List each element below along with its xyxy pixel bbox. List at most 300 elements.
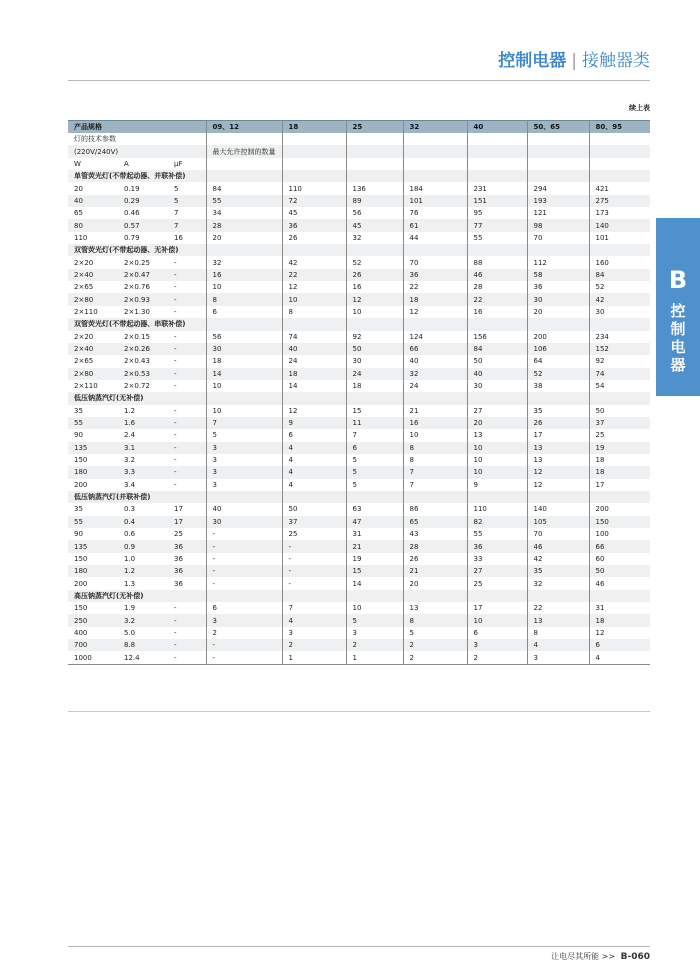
table-cell: 10 <box>346 306 403 318</box>
table-row <box>68 343 650 355</box>
table-cell: 18 <box>589 614 650 626</box>
table-cell: 7 <box>206 417 282 429</box>
table-cell: 2×20 <box>68 256 118 268</box>
table-cell: 150 <box>68 553 118 565</box>
table-cell: 1.3 <box>118 577 168 589</box>
table-cell: 4 <box>282 466 346 478</box>
table-cell: 8.8 <box>118 639 168 651</box>
table-cell: 7 <box>403 466 467 478</box>
table-cell: 2 <box>346 639 403 651</box>
blank-cell <box>467 145 527 157</box>
blank-cell <box>467 133 527 145</box>
table-cell: - <box>168 331 206 343</box>
table-cell: 36 <box>403 269 467 281</box>
table-cell: 2×65 <box>68 355 118 367</box>
table-cell: 24 <box>346 368 403 380</box>
blank-cell <box>403 318 467 330</box>
table-cell: 160 <box>589 256 650 268</box>
table-row <box>68 269 650 281</box>
table-cell: 52 <box>589 281 650 293</box>
table-cell: 70 <box>527 232 589 244</box>
table-cell: 3 <box>346 627 403 639</box>
table-cell: 16 <box>206 269 282 281</box>
blank-cell <box>206 590 282 602</box>
blank-cell <box>346 133 403 145</box>
table-cell: 58 <box>527 269 589 281</box>
table-cell: 2×0.93 <box>118 293 168 305</box>
table-cell: 200 <box>527 331 589 343</box>
table-cell: 63 <box>346 503 403 515</box>
table-cell: 2×40 <box>68 343 118 355</box>
table-cell: 64 <box>527 355 589 367</box>
table-cell: 56 <box>206 331 282 343</box>
table-cell: - <box>168 293 206 305</box>
table-cell: 0.4 <box>118 516 168 528</box>
footer-arrows: >> <box>601 952 616 961</box>
table-cell: 2×0.43 <box>118 355 168 367</box>
voltage-label: (220V/240V) <box>68 145 206 157</box>
table-cell: 90 <box>68 528 118 540</box>
table-cell: 200 <box>68 577 118 589</box>
table-cell: 10 <box>403 429 467 441</box>
section-title-row <box>68 392 650 404</box>
table-cell: - <box>168 627 206 639</box>
table-cell: 20 <box>403 577 467 589</box>
table-cell: 275 <box>589 195 650 207</box>
table-cell: 22 <box>403 281 467 293</box>
footer-slogan: 让电尽其所能 <box>551 952 600 961</box>
table-cell: 20 <box>467 417 527 429</box>
table-cell: 52 <box>346 256 403 268</box>
table-cell: 3 <box>206 479 282 491</box>
table-cell: 5.0 <box>118 627 168 639</box>
table-cell: 32 <box>206 256 282 268</box>
table-cell: 31 <box>346 528 403 540</box>
chapter-side-tab[interactable] <box>656 218 700 396</box>
table-cell: 26 <box>346 269 403 281</box>
table-row <box>68 627 650 639</box>
blank-cell <box>403 170 467 182</box>
table-cell: 4 <box>282 479 346 491</box>
table-cell: 250 <box>68 614 118 626</box>
blank-cell <box>467 491 527 503</box>
table-cell: 0.79 <box>118 232 168 244</box>
table-cell: 18 <box>206 355 282 367</box>
blank-cell <box>589 133 650 145</box>
section-title-row <box>68 318 650 330</box>
table-cell: 20 <box>206 232 282 244</box>
table-cell: 14 <box>346 577 403 589</box>
table-cell: 38 <box>527 380 589 392</box>
table-cell: 90 <box>68 429 118 441</box>
section-title-row <box>68 170 650 182</box>
table-cell: 421 <box>589 182 650 194</box>
blank-cell <box>346 158 403 170</box>
table-cell: 151 <box>467 195 527 207</box>
tech-params-row <box>68 133 650 145</box>
table-cell: - <box>282 553 346 565</box>
blank-cell <box>282 244 346 256</box>
section-title-row <box>68 491 650 503</box>
blank-cell <box>282 491 346 503</box>
table-cell: 22 <box>282 269 346 281</box>
footer-divider <box>68 946 650 947</box>
table-cell: - <box>168 651 206 664</box>
table-row <box>68 380 650 392</box>
table-row <box>68 256 650 268</box>
table-row <box>68 565 650 577</box>
table-cell: 1.0 <box>118 553 168 565</box>
table-row <box>68 429 650 441</box>
table-cell: 66 <box>589 540 650 552</box>
table-cell: 22 <box>467 293 527 305</box>
table-cell: 11 <box>346 417 403 429</box>
table-row <box>68 232 650 244</box>
table-cell: 8 <box>403 454 467 466</box>
table-cell: 8 <box>403 442 467 454</box>
table-row <box>68 219 650 231</box>
table-cell: - <box>282 540 346 552</box>
blank-cell <box>206 244 282 256</box>
table-cell: 84 <box>467 343 527 355</box>
table-cell: - <box>168 417 206 429</box>
table-cell: 18 <box>403 293 467 305</box>
table-cell: 2×0.26 <box>118 343 168 355</box>
table-cell: 3 <box>206 614 282 626</box>
table-cell: 32 <box>346 232 403 244</box>
table-row <box>68 577 650 589</box>
table-row <box>68 331 650 343</box>
table-row <box>68 306 650 318</box>
table-cell: 1 <box>346 651 403 664</box>
table-cell: 30 <box>206 343 282 355</box>
blank-cell <box>467 318 527 330</box>
table-cell: 2×20 <box>68 331 118 343</box>
table-cell: 82 <box>467 516 527 528</box>
table-cell: - <box>168 256 206 268</box>
table-cell: 36 <box>467 540 527 552</box>
table-cell: - <box>168 355 206 367</box>
table-cell: 101 <box>589 232 650 244</box>
blank-cell <box>346 590 403 602</box>
table-cell: 12 <box>589 627 650 639</box>
table-cell: 17 <box>589 479 650 491</box>
table-cell: 37 <box>282 516 346 528</box>
table-cell: 47 <box>346 516 403 528</box>
table-cell: 12 <box>346 293 403 305</box>
table-cell: 5 <box>346 614 403 626</box>
table-cell: 5 <box>346 479 403 491</box>
table-cell: 60 <box>589 553 650 565</box>
table-bottom-rule <box>68 711 650 712</box>
table-cell: 2×0.72 <box>118 380 168 392</box>
unit-label: W <box>68 158 118 170</box>
table-cell: 152 <box>589 343 650 355</box>
table-cell: 8 <box>527 627 589 639</box>
table-cell: 46 <box>467 269 527 281</box>
table-cell: 45 <box>282 207 346 219</box>
table-cell: 76 <box>403 207 467 219</box>
blank-cell <box>467 392 527 404</box>
blank-cell <box>589 244 650 256</box>
table-row <box>68 516 650 528</box>
table-row <box>68 417 650 429</box>
blank-cell <box>527 392 589 404</box>
table-cell: - <box>206 553 282 565</box>
table-cell: 5 <box>346 454 403 466</box>
table-cell: 36 <box>168 565 206 577</box>
blank-cell <box>527 244 589 256</box>
table-cell: 21 <box>403 405 467 417</box>
table-cell: 26 <box>282 232 346 244</box>
table-cell: 55 <box>206 195 282 207</box>
table-cell: 2×0.76 <box>118 281 168 293</box>
table-row <box>68 355 650 367</box>
unit-label: μF <box>168 158 206 170</box>
blank-cell <box>589 170 650 182</box>
table-cell: 36 <box>282 219 346 231</box>
blank-cell <box>206 133 282 145</box>
blank-cell <box>282 392 346 404</box>
blank-cell <box>346 392 403 404</box>
blank-cell <box>346 318 403 330</box>
table-cell: 12 <box>527 479 589 491</box>
table-cell: 140 <box>527 503 589 515</box>
table-cell: 70 <box>527 528 589 540</box>
table-cell: 14 <box>282 380 346 392</box>
table-cell: 50 <box>589 405 650 417</box>
table-cell: 19 <box>346 553 403 565</box>
table-cell: 2×1.30 <box>118 306 168 318</box>
table-cell: 5 <box>206 429 282 441</box>
table-cell: 3.1 <box>118 442 168 454</box>
table-cell: 10 <box>206 405 282 417</box>
table-cell: 30 <box>527 293 589 305</box>
table-cell: 13 <box>527 614 589 626</box>
table-cell: - <box>168 368 206 380</box>
blank-cell <box>282 158 346 170</box>
table-cell: 89 <box>346 195 403 207</box>
table-row <box>68 207 650 219</box>
table-cell: 4 <box>589 651 650 664</box>
table-cell: 100 <box>589 528 650 540</box>
table-row <box>68 466 650 478</box>
table-row <box>68 528 650 540</box>
table-cell: 40 <box>282 343 346 355</box>
blank-cell <box>527 590 589 602</box>
table-cell: 28 <box>206 219 282 231</box>
table-cell: 46 <box>589 577 650 589</box>
table-row <box>68 553 650 565</box>
table-cell: 400 <box>68 627 118 639</box>
table-cell: 105 <box>527 516 589 528</box>
table-cell: 55 <box>68 417 118 429</box>
chapter-char: 控 <box>670 302 686 320</box>
table-row <box>68 651 650 664</box>
table-cell: 3 <box>206 466 282 478</box>
table-cell: 16 <box>403 417 467 429</box>
table-cell: 1 <box>282 651 346 664</box>
table-cell: 7 <box>403 479 467 491</box>
table-cell: 1.6 <box>118 417 168 429</box>
table-cell: 4 <box>282 454 346 466</box>
title-separator: | <box>571 51 577 71</box>
table-cell: 45 <box>346 219 403 231</box>
table-cell: 112 <box>527 256 589 268</box>
table-cell: 150 <box>68 454 118 466</box>
blank-cell <box>282 145 346 157</box>
table-cell: 50 <box>346 343 403 355</box>
table-cell: - <box>206 540 282 552</box>
table-cell: 27 <box>467 565 527 577</box>
blank-cell <box>403 145 467 157</box>
column-header-size: 50、65 <box>527 121 589 134</box>
table-cell: 31 <box>589 602 650 614</box>
blank-cell <box>527 133 589 145</box>
table-cell: 173 <box>589 207 650 219</box>
table-cell: 28 <box>467 281 527 293</box>
blank-cell <box>282 133 346 145</box>
table-cell: 12 <box>282 405 346 417</box>
unit-label: A <box>118 158 168 170</box>
table-cell: 0.6 <box>118 528 168 540</box>
blank-cell <box>467 244 527 256</box>
table-cell: 44 <box>403 232 467 244</box>
table-cell: 2×40 <box>68 269 118 281</box>
table-row <box>68 368 650 380</box>
table-cell: 17 <box>467 602 527 614</box>
table-cell: - <box>168 639 206 651</box>
table-cell: 26 <box>527 417 589 429</box>
table-cell: - <box>168 405 206 417</box>
table-cell: 92 <box>589 355 650 367</box>
blank-cell <box>527 491 589 503</box>
chapter-char: 器 <box>670 356 686 374</box>
blank-cell <box>589 158 650 170</box>
table-row <box>68 195 650 207</box>
table-cell: - <box>168 306 206 318</box>
blank-cell <box>467 158 527 170</box>
blank-cell <box>282 318 346 330</box>
table-cell: 25 <box>467 577 527 589</box>
table-cell: 9 <box>282 417 346 429</box>
table-cell: 84 <box>589 269 650 281</box>
table-row <box>68 479 650 491</box>
table-cell: 2 <box>206 627 282 639</box>
table-cell: 40 <box>68 195 118 207</box>
table-cell: 2 <box>403 639 467 651</box>
table-cell: 30 <box>346 355 403 367</box>
table-cell: 10 <box>467 614 527 626</box>
table-row <box>68 293 650 305</box>
table-cell: 12 <box>527 466 589 478</box>
table-cell: 3 <box>467 639 527 651</box>
table-cell: 0.19 <box>118 182 168 194</box>
section-title: 单管荧光灯(不带起动器、并联补偿) <box>68 170 206 182</box>
table-cell: 25 <box>589 429 650 441</box>
table-cell: 3 <box>206 454 282 466</box>
table-cell: 32 <box>403 368 467 380</box>
table-cell: 14 <box>206 368 282 380</box>
table-cell: 24 <box>403 380 467 392</box>
table-cell: 25 <box>282 528 346 540</box>
table-cell: 7 <box>282 602 346 614</box>
table-cell: 5 <box>346 466 403 478</box>
blank-cell <box>282 170 346 182</box>
table-cell: 55 <box>467 528 527 540</box>
table-cell: - <box>168 269 206 281</box>
table-cell: 30 <box>206 516 282 528</box>
table-cell: 84 <box>206 182 282 194</box>
table-row <box>68 503 650 515</box>
table-cell: 95 <box>467 207 527 219</box>
table-cell: 5 <box>168 195 206 207</box>
table-cell: 18 <box>346 380 403 392</box>
table-cell: 33 <box>467 553 527 565</box>
blank-cell <box>527 170 589 182</box>
blank-cell <box>403 491 467 503</box>
table-cell: 135 <box>68 442 118 454</box>
table-cell: 0.57 <box>118 219 168 231</box>
table-cell: - <box>206 565 282 577</box>
table-cell: 10 <box>467 442 527 454</box>
table-cell: 2×110 <box>68 380 118 392</box>
chapter-char: 制 <box>670 320 686 338</box>
table-cell: 200 <box>68 479 118 491</box>
table-cell: 4 <box>282 442 346 454</box>
table-cell: 35 <box>68 405 118 417</box>
table-cell: - <box>168 614 206 626</box>
table-cell: 18 <box>282 368 346 380</box>
table-cell: 12 <box>403 306 467 318</box>
table-cell: 46 <box>527 540 589 552</box>
voltage-row <box>68 145 650 157</box>
table-cell: 193 <box>527 195 589 207</box>
table-cell: 3.4 <box>118 479 168 491</box>
table-cell: 184 <box>403 182 467 194</box>
table-cell: 234 <box>589 331 650 343</box>
table-cell: 20 <box>68 182 118 194</box>
table-cell: - <box>168 454 206 466</box>
column-header-size: 32 <box>403 121 467 134</box>
table-row <box>68 405 650 417</box>
table-cell: - <box>206 577 282 589</box>
table-cell: 74 <box>589 368 650 380</box>
table-cell: 2.4 <box>118 429 168 441</box>
chapter-char: 电 <box>670 338 686 356</box>
blank-cell <box>527 145 589 157</box>
chapter-letter: B <box>668 266 688 294</box>
table-cell: 13 <box>403 602 467 614</box>
table-cell: 21 <box>346 540 403 552</box>
section-title-row <box>68 590 650 602</box>
table-cell: 10 <box>467 454 527 466</box>
table-cell: 17 <box>168 503 206 515</box>
section-title: 双管荧光灯(不带起动器、串联补偿) <box>68 318 206 330</box>
table-row <box>68 454 650 466</box>
table-cell: 1.9 <box>118 602 168 614</box>
table-cell: 3.2 <box>118 614 168 626</box>
continued-label: 续上表 <box>629 104 650 112</box>
table-cell: 27 <box>467 405 527 417</box>
table-cell: 10 <box>206 281 282 293</box>
table-cell: - <box>282 565 346 577</box>
section-title: 控制电器 <box>498 51 567 71</box>
table-cell: 32 <box>527 577 589 589</box>
table-cell: 21 <box>403 565 467 577</box>
table-cell: 4 <box>282 614 346 626</box>
table-cell: 0.46 <box>118 207 168 219</box>
